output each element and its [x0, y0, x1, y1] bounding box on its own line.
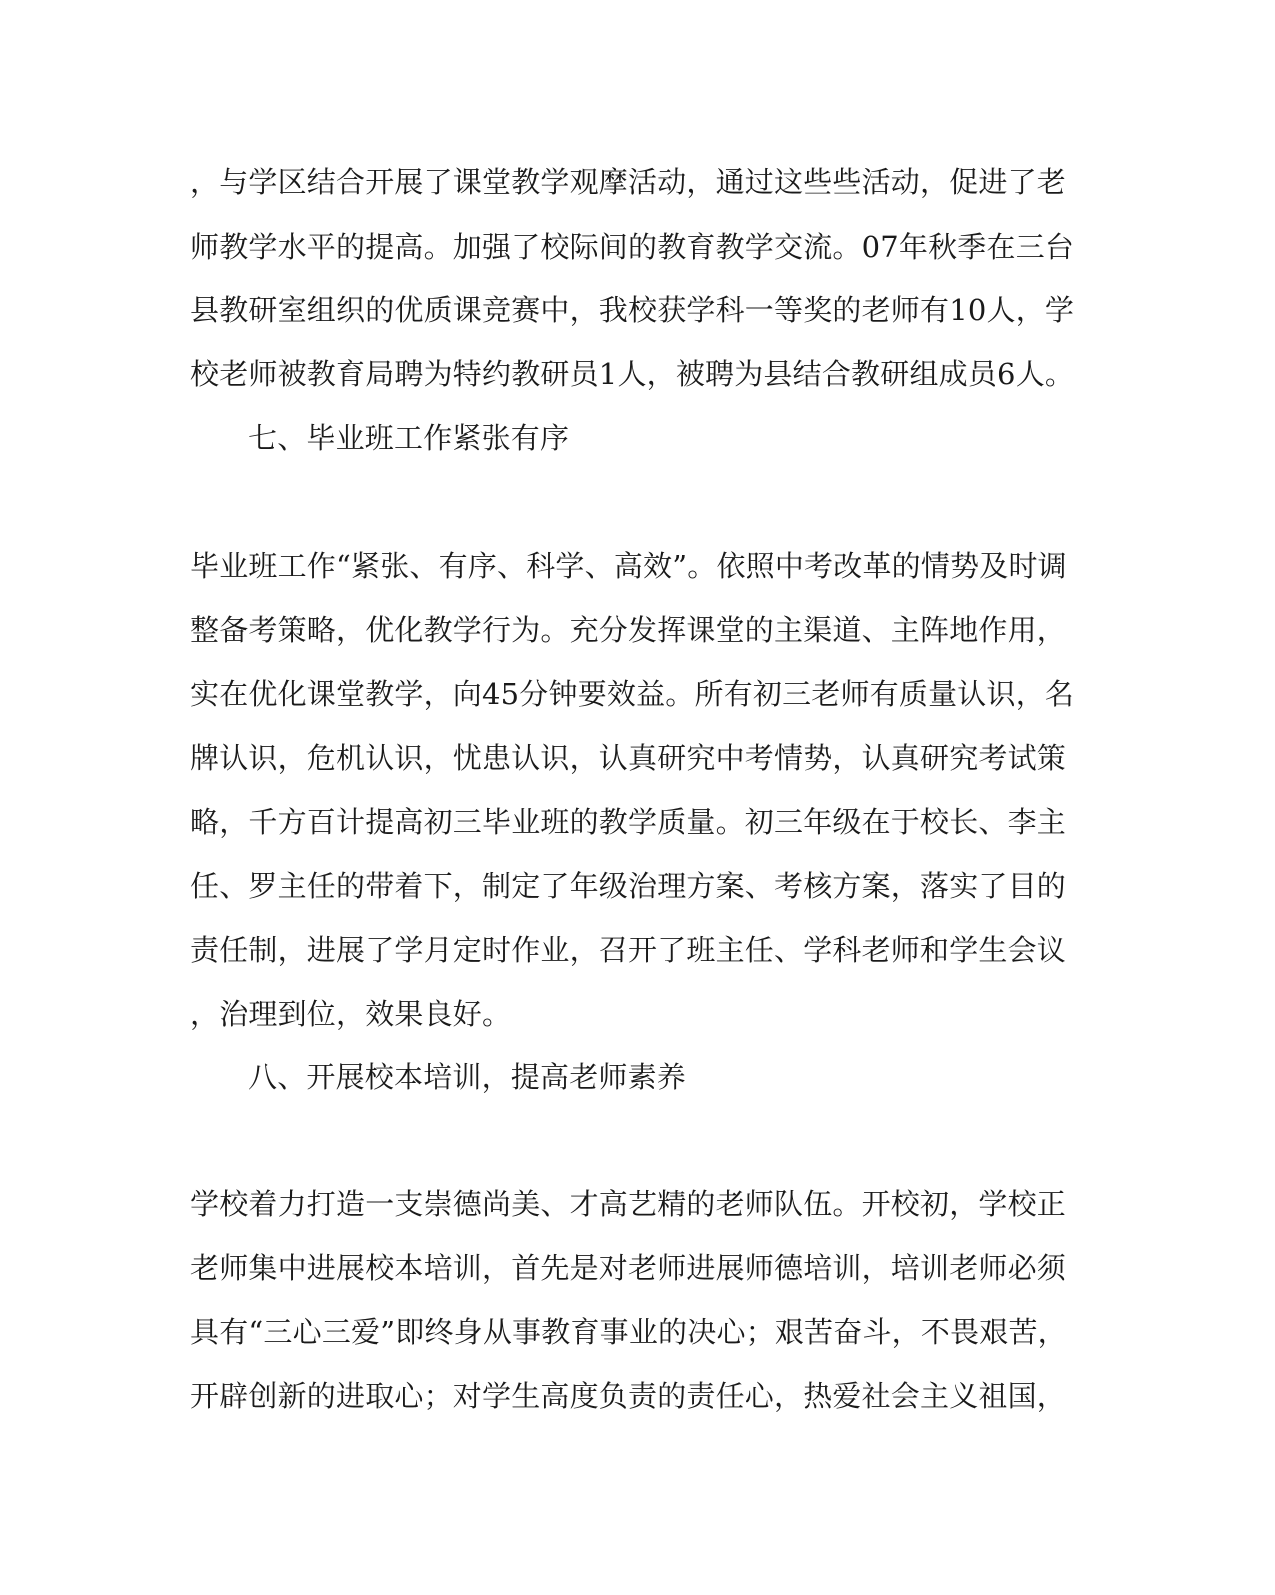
text-line: 实在优化课堂教学，向45分钟要效益。所有初三老师有质量认识，名 [190, 677, 1075, 711]
text-line: 整备考策略，优化教学行为。充分发挥课堂的主渠道、主阵地作用， [190, 613, 1067, 647]
text-line: ，治理到位，效果良好。 [190, 997, 512, 1031]
text-line: 开辟创新的进取心；对学生高度负责的责任心，热爱社会主义祖国， [190, 1379, 1067, 1413]
text-line: 牌认识，危机认识，忧患认识，认真研究中考情势，认真研究考试策 [190, 741, 1067, 775]
text-line: 略，千方百计提高初三毕业班的教学质量。初三年级在于校长、李主 [190, 805, 1067, 839]
text-line: 师教学水平的提高。加强了校际间的教育教学交流。07年秋季在三台 [190, 230, 1075, 264]
text-line: 学校着力打造一支崇德尚美、才高艺精的老师队伍。开校初，学校正 [190, 1187, 1067, 1221]
text-line: 任、罗主任的带着下，制定了年级治理方案、考核方案，落实了目的 [190, 869, 1067, 903]
section-heading: 七、毕业班工作紧张有序 [248, 421, 570, 455]
text-line: 县教研室组织的优质课竞赛中，我校获学科一等奖的老师有10人，学 [190, 293, 1075, 327]
text-line: 校老师被教育局聘为特约教研员1人，被聘为县结合教研组成员6人。 [190, 357, 1075, 391]
text-line: 具有“三心三爱”即终身从事教育事业的决心；艰苦奋斗，不畏艰苦， [190, 1315, 1067, 1349]
text-line: 毕业班工作“紧张、有序、科学、高效”。依照中考改革的情势及时调 [190, 549, 1067, 583]
text-line: ，与学区结合开展了课堂教学观摩活动，通过这些些活动，促进了老 [190, 165, 1067, 199]
text-line: 老师集中进展校本培训，首先是对老师进展师德培训，培训老师必须 [190, 1251, 1067, 1285]
section-heading: 八、开展校本培训，提高老师素养 [248, 1060, 687, 1094]
text-line: 责任制，进展了学月定时作业，召开了班主任、学科老师和学生会议 [190, 933, 1067, 967]
